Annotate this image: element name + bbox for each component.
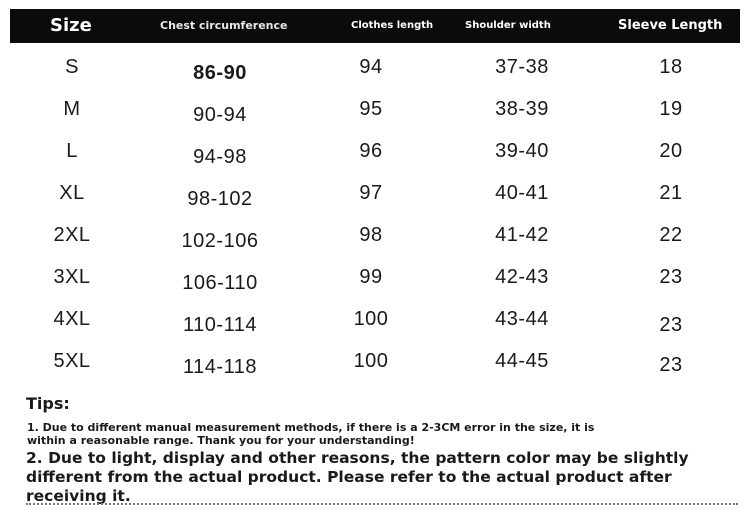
header-size: Size [50,15,92,36]
cell-size: 5XL [53,350,91,372]
table-row [0,88,750,130]
cell-chest: 102-106 [181,230,259,252]
cell-size: 3XL [53,266,91,288]
cell-shoulder-width: 37-38 [495,56,549,78]
cell-sleeve-length: 20 [659,140,683,162]
cell-shoulder-width: 44-45 [495,350,549,372]
cell-shoulder-width: 39-40 [495,140,549,162]
header-chest-circumference: Chest circumference [160,19,288,32]
cell-clothes-length: 100 [353,350,389,372]
cell-chest: 106-110 [182,272,258,294]
cell-chest: 114-118 [183,356,257,378]
cell-shoulder-width: 42-43 [495,266,549,288]
cell-clothes-length: 94 [359,56,383,78]
table-row [0,130,750,172]
cell-clothes-length: 96 [359,140,383,162]
cell-chest: 110-114 [183,314,257,336]
header-shoulder-width: Shoulder width [465,20,551,31]
cell-sleeve-length: 23 [659,266,683,288]
cell-clothes-length: 95 [359,98,383,120]
cell-clothes-length: 97 [359,182,383,204]
cell-clothes-length: 100 [353,308,389,330]
cell-size: 2XL [53,224,91,246]
cell-clothes-length: 98 [359,224,383,246]
cell-chest: 98-102 [187,188,253,210]
header-sleeve-length: Sleeve Length [618,18,723,33]
table-row [0,298,750,340]
table-row [0,340,750,382]
cell-sleeve-length: 23 [659,314,683,336]
cell-sleeve-length: 22 [659,224,683,246]
cell-clothes-length: 99 [359,266,383,288]
cell-size: XL [59,182,85,204]
tips-note-measurement: 1. Due to different manual measurement methods, if there is a 2-3CM error in the size, it is within a reasonable range. Thank you for your understanding! [27,421,595,447]
tips-title: Tips: [26,394,70,413]
cell-size: M [63,98,81,120]
cell-shoulder-width: 38-39 [495,98,549,120]
cell-sleeve-length: 19 [659,98,683,120]
cell-chest: 90-94 [193,104,247,126]
cell-shoulder-width: 41-42 [495,224,549,246]
size-table-header [10,9,740,43]
dotted-divider [26,503,738,505]
tips-note-color: 2. Due to light, display and other reasons, the pattern color may be slightly different from the actual product. Please refer to the actual product after receiving it. [26,449,689,505]
cell-size: S [65,56,79,78]
cell-sleeve-length: 21 [659,182,683,204]
cell-sleeve-length: 18 [659,56,683,78]
table-row [0,214,750,256]
cell-size: 4XL [53,308,91,330]
table-row [0,172,750,214]
cell-size: L [66,140,78,162]
cell-chest: 86-90 [193,62,247,84]
cell-chest: 94-98 [193,146,247,168]
table-row [0,256,750,298]
table-row [0,46,750,88]
cell-shoulder-width: 40-41 [495,182,549,204]
cell-shoulder-width: 43-44 [495,308,549,330]
cell-sleeve-length: 23 [659,354,683,376]
header-clothes-length: Clothes length [351,20,434,31]
